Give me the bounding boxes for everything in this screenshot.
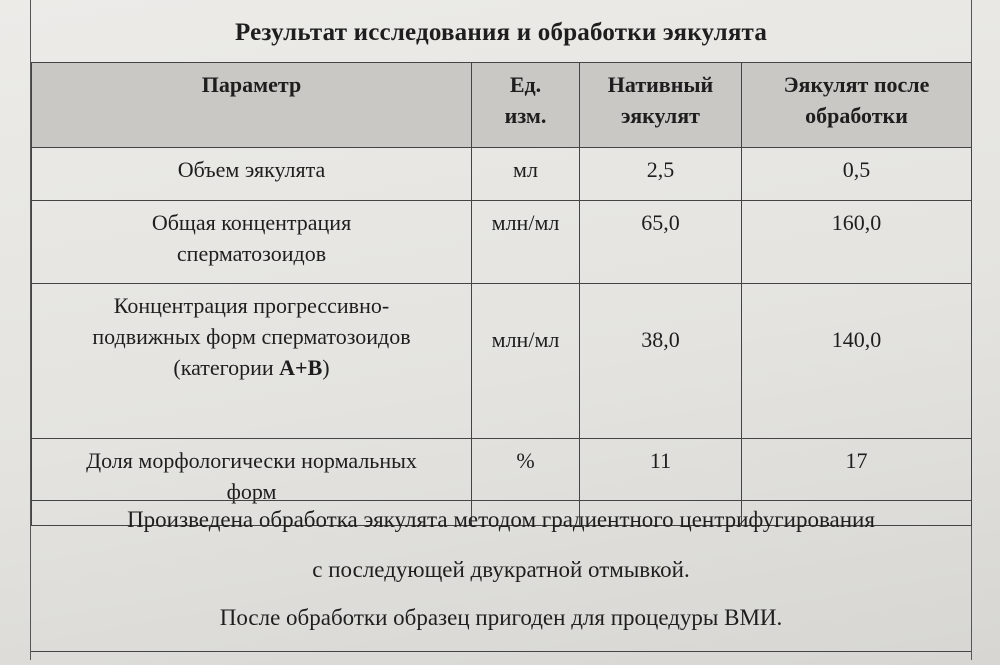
header-parameter <box>32 63 472 148</box>
parameter-text: форм <box>226 479 277 504</box>
note-line-3: После обработки образец пригоден для процедуры ВМИ. <box>219 605 783 630</box>
header-processed-line2: обработки <box>805 103 908 128</box>
header-native-line2: эякулят <box>621 103 700 128</box>
row-processed-value: 0,5 <box>742 148 972 201</box>
row-native-value: 65,0 <box>580 201 742 284</box>
row-parameter <box>32 201 472 284</box>
row-native-value: 38,0 <box>580 284 742 439</box>
document-title: Результат исследования и обработки эякулята <box>234 19 768 46</box>
row-parameter <box>32 148 472 201</box>
row-processed-value: 140,0 <box>742 284 972 439</box>
row-parameter <box>32 284 472 439</box>
header-unit-line1: Ед. <box>509 72 542 97</box>
table-header-row <box>32 63 972 148</box>
header-native-line1: Нативный <box>607 72 714 97</box>
row-unit: млн/мл <box>472 284 580 439</box>
note-line-2: с последующей двукратной отмывкой. <box>312 557 690 582</box>
row-native-value: 11 <box>580 439 742 526</box>
header-processed-line1: Эякулят после <box>783 72 930 97</box>
row-processed-value: 17 <box>742 439 972 526</box>
header-unit <box>472 63 580 148</box>
row-processed-value: 160,0 <box>742 201 972 284</box>
header-native <box>580 63 742 148</box>
table-row <box>32 284 972 439</box>
processing-note <box>31 500 971 652</box>
row-unit: млн/мл <box>472 201 580 284</box>
parameter-text: сперматозоидов <box>176 241 327 266</box>
row-unit: % <box>472 439 580 526</box>
header-unit-line2: изм. <box>504 103 547 128</box>
parameter-text: подвижных форм сперматозоидов <box>92 324 411 349</box>
header-parameter-label: Параметр <box>201 72 302 97</box>
parameter-text: Объем эякулята <box>177 157 326 182</box>
parameter-text: Доля морфологически нормальных <box>86 448 417 473</box>
row-native-value: 2,5 <box>580 148 742 201</box>
row-unit: мл <box>472 148 580 201</box>
category-label: A+B <box>279 355 323 380</box>
table-row <box>32 201 972 284</box>
parameter-text: Общая концентрация <box>151 210 352 235</box>
note-line-1: Произведена обработка эякулята методом градиентного центрифугирования <box>127 507 875 532</box>
table-row <box>32 148 972 201</box>
parameter-text: ) <box>322 355 330 380</box>
results-document <box>30 0 972 660</box>
title-bar <box>31 0 971 63</box>
results-table <box>31 62 972 526</box>
parameter-text: Концентрация прогрессивно- <box>113 293 390 318</box>
header-processed <box>742 63 972 148</box>
parameter-text: (категории <box>173 355 280 380</box>
